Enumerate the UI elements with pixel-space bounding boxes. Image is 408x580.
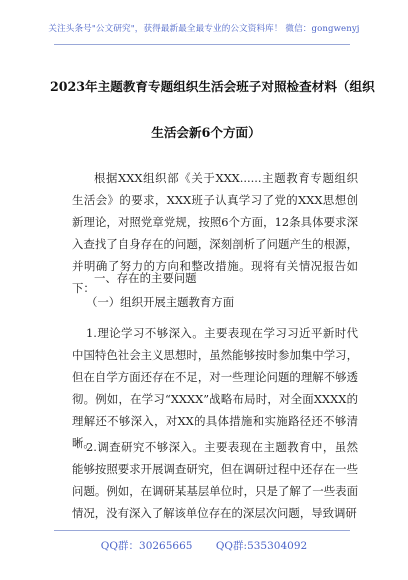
footer-qq-group-2: QQ群:535304092 — [215, 540, 308, 552]
item-paragraph-1: 1.理论学习不够深入。主要表现在学习习近平新时代中国特色社会主义思想时，虽然能够按时参加集中学习，但在自学方面还存在不足，对一些理论问题的理解不够透彻。例如，在学习“XXXX”战略布局时，对全面XXXX的理解还不够深入，对XX的具体措施和实施路径还不够清晰。 — [72, 326, 358, 450]
intro-paragraph: 根据XXX组织部《关于XXX......主题教育专题组织生活会》的要求，XXX班子认真学习了党的XXX思想创新理论，对照党章党规，按照6个方面，12条具体要求深入查找了自身存在的问题，深刻剖析了问题产生的根源，并明确了努力的方向和整改措施。现将有关情况报告如下： — [72, 171, 358, 295]
item-paragraph-2: 2.调查研究不够深入。主要表现在主题教育中，虽然能够按照要求开展调查研究，但在调研过程中还存在一些问题。例如，在调研某基层单位时，只是了解了一些表面情况，没有深入了解该单位存在的深层次问题，导致调研 — [72, 440, 358, 520]
subsection-heading: （一）组织开展主题教育方面 — [86, 295, 235, 309]
footer-divider — [54, 530, 350, 531]
document-title-line-2: 生活会新6个方面） — [151, 125, 261, 140]
header-divider — [54, 44, 350, 45]
footer-qq-group-1: QQ群：30265665 — [100, 540, 193, 552]
footer — [0, 538, 408, 553]
header-note: 关注头条号"公文研究"，获得最新最全最专业的公文资料库！ 微信：gongwenyj — [48, 24, 360, 34]
document-title-line-1: 2023年主题教育专题组织生活会班子对照检查材料（组织 — [50, 79, 375, 94]
section-heading: 一、存在的主要问题 — [94, 271, 197, 285]
